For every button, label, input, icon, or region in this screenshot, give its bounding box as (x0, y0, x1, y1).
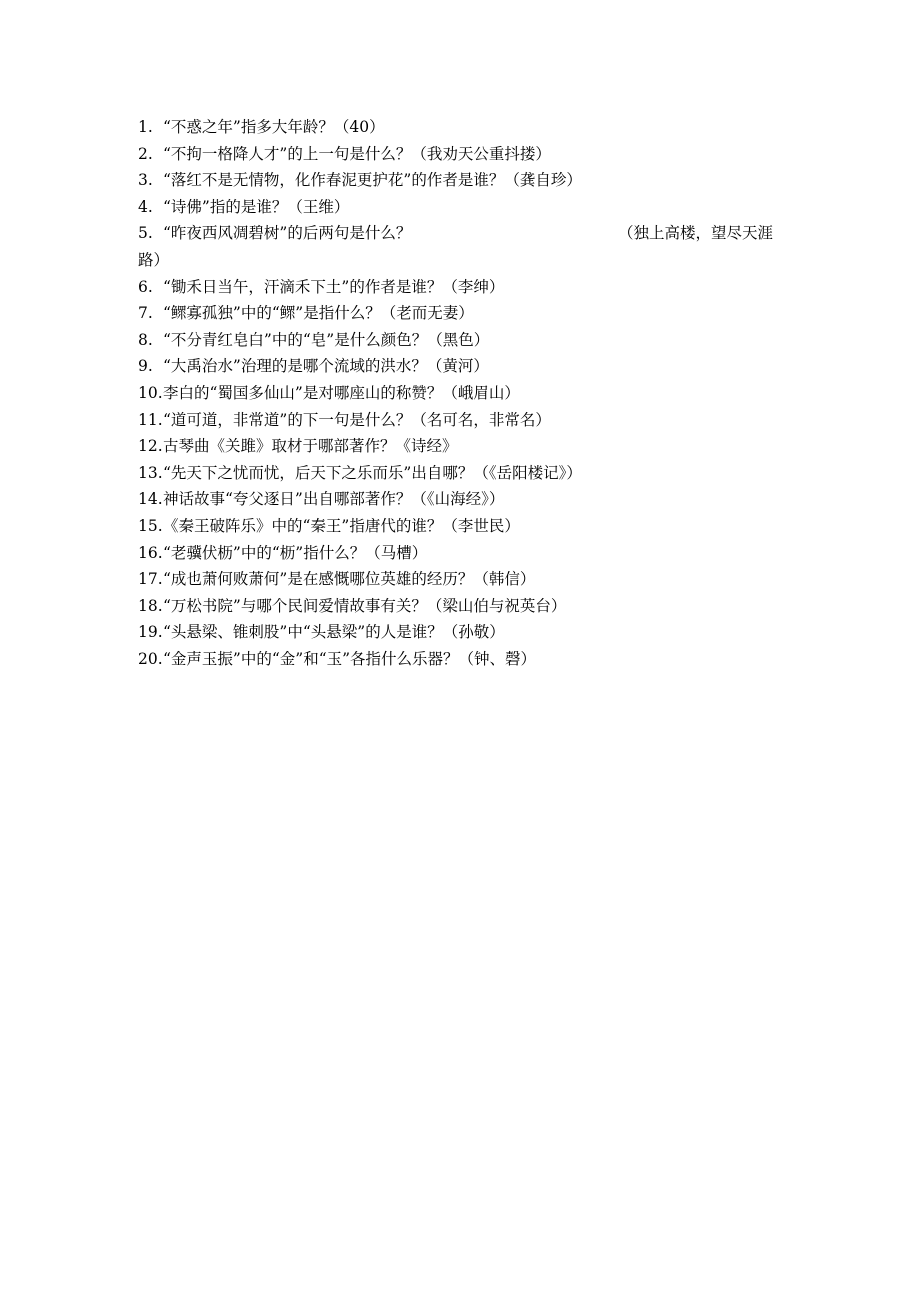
answer-text: （名可名，非常名） (411, 410, 551, 429)
question-text: “道可道，非常道”的下一句是什么？ (163, 410, 412, 429)
list-item (138, 380, 763, 407)
item-number: 3. (138, 171, 153, 190)
answer-text: （40） (333, 118, 385, 136)
list-item (138, 327, 763, 354)
item-number: 11. (138, 410, 163, 429)
question-text: “鳏寡孤独”中的“鳏”是指什么？ (163, 304, 381, 323)
list-item (138, 141, 763, 168)
answer-text: （独上高楼，望尽天涯 (617, 224, 773, 243)
answer-text: （梁山伯与祝英台） (426, 596, 567, 615)
item-number: 18. (138, 596, 163, 615)
question-text: “锄禾日当午，汗滴禾下土”的作者是谁？ (163, 277, 443, 296)
item-number: 16. (138, 543, 163, 562)
question-text: 古琴曲《关雎》取材于哪部著作？ (163, 437, 396, 456)
answer-text: （李绅） (442, 277, 505, 296)
question-text: “不分青红皂白”中的“皂”是什么颜色？ (163, 330, 428, 349)
item-number: 5. (138, 224, 153, 243)
answer-text: （龚自珍） (504, 171, 582, 190)
answer-text: （我劝天公重抖搂） (411, 144, 551, 163)
answer-text: （《岳阳楼记》） (473, 463, 582, 482)
question-text: 神话故事“夸父逐日”出自哪部著作？ (163, 490, 412, 509)
item-number: 10. (138, 383, 163, 402)
item-number: 8. (138, 330, 153, 349)
question-text: “不惑之年”指多大年龄？ (163, 118, 334, 136)
list-item (138, 619, 763, 646)
answer-text: （《山海经》） (411, 490, 505, 509)
item-number: 20. (138, 649, 163, 668)
answer-text: 《诗经》 (395, 437, 458, 456)
question-text: “成也萧何败萧何”是在感慨哪位英雄的经历？ (163, 570, 474, 589)
answer-text: （李世民） (442, 516, 520, 535)
question-text: “先天下之忧而忧，后天下之乐而乐”出自哪？ (163, 463, 474, 482)
question-text: “大禹治水”治理的是哪个流域的洪水？ (163, 357, 427, 376)
list-item (138, 566, 763, 593)
answer-text: （黄河） (426, 357, 489, 376)
question-text: “头悬梁、锥刺股”中“头悬梁”的人是谁？ (163, 623, 443, 642)
item-number: 6. (138, 277, 153, 296)
list-item (138, 513, 763, 540)
question-text: “万松书院”与哪个民间爱情故事有关？ (163, 596, 427, 615)
list-item (138, 646, 763, 673)
question-list (138, 114, 773, 672)
answer-text-continued: 路） (138, 250, 170, 269)
question-text: “不拘一格降人才”的上一句是什么？ (163, 144, 412, 163)
item-number: 12. (138, 437, 163, 456)
item-number: 19. (138, 623, 163, 642)
item-number: 15. (138, 516, 163, 535)
question-text: 李白的“蜀国多仙山”是对哪座山的称赞？ (163, 383, 443, 402)
question-text: “老骥伏枥”中的“枥”指什么？ (163, 543, 366, 562)
list-item (138, 353, 763, 380)
question-text: “落红不是无情物，化作春泥更护花”的作者是谁？ (163, 171, 505, 190)
answer-text: （黑色） (427, 330, 490, 349)
answer-text: （王维） (287, 197, 350, 216)
item-number: 14. (138, 490, 163, 509)
item-number: 2. (138, 144, 153, 163)
list-item (138, 433, 763, 460)
item-number: 7. (138, 304, 153, 323)
answer-text: （峨眉山） (442, 383, 520, 402)
answer-text: （韩信） (473, 570, 536, 589)
list-item (138, 167, 763, 194)
list-item (138, 407, 763, 434)
list-item (138, 593, 763, 620)
list-item (138, 540, 763, 567)
question-text: “诗佛”指的是谁？ (163, 197, 288, 216)
list-item (138, 194, 763, 221)
list-item (138, 300, 763, 327)
question-text: “昨夜西风凋碧树”的后两句是什么？ (163, 224, 412, 243)
answer-text: （孙敬） (442, 623, 505, 642)
list-item (138, 220, 773, 273)
item-number: 4. (138, 197, 153, 216)
answer-text: （钟、磬） (458, 649, 537, 668)
list-item (138, 114, 763, 141)
item-number: 13. (138, 463, 163, 482)
list-item (138, 274, 763, 301)
list-item (138, 460, 763, 487)
item-number: 1. (138, 118, 153, 136)
item-number: 17. (138, 570, 163, 589)
item-number: 9. (138, 357, 153, 376)
question-text: 《秦王破阵乐》中的“秦王”指唐代的谁？ (163, 516, 443, 535)
answer-text: （老而无妻） (380, 304, 474, 323)
question-text: “金声玉振”中的“金”和“玉”各指什么乐器？ (163, 649, 459, 668)
answer-text: （马槽） (365, 543, 428, 562)
list-item (138, 486, 763, 513)
